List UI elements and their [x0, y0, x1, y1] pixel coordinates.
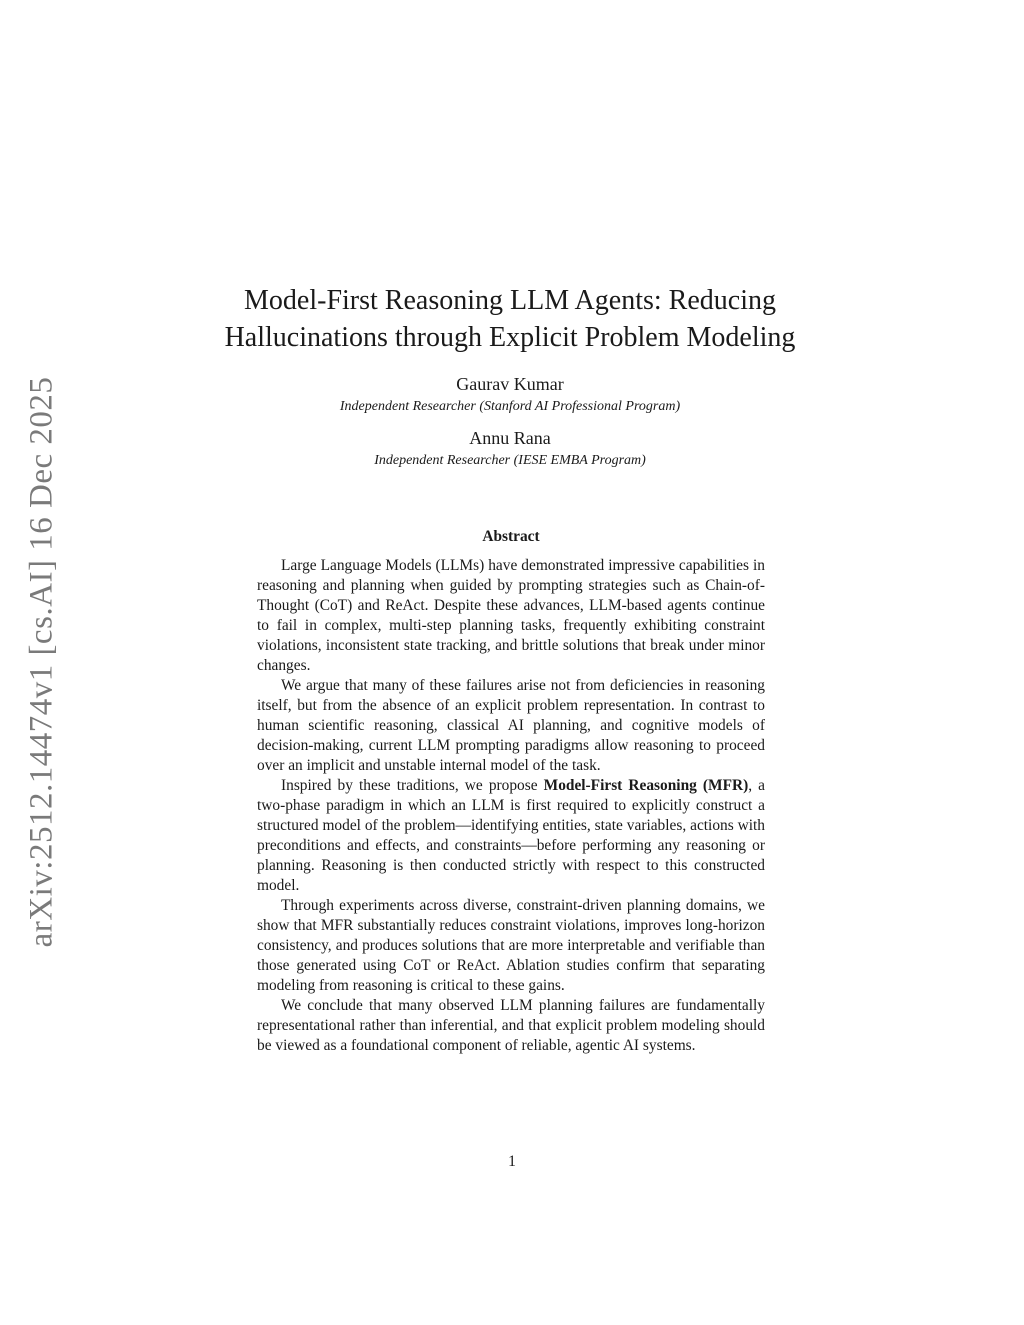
- title-line-2: Hallucinations through Explicit Problem Modeling: [224, 322, 796, 353]
- arxiv-identifier-stamp: arXiv:2512.14474v1 [cs.AI] 16 Dec 2025: [23, 376, 60, 948]
- paper-title: [180, 282, 840, 356]
- paragraph-text: , a two-phase paradigm in which an LLM is first required to explicitly construct a structured model of the problem—identifying entities, state variables, actions with preconditions and effects, and constraints—before performing any reasoning or planning. Reasoning is then conducted strictly with respect to this constructed model.: [257, 777, 765, 894]
- abstract-heading: Abstract: [482, 528, 540, 545]
- title-block: [180, 282, 840, 469]
- paragraph-text: Inspired by these traditions, we propose: [281, 777, 544, 794]
- abstract-paragraph: Through experiments across diverse, constraint-driven planning domains, we show that MFR substantially reduces constraint violations, improves long-horizon consistency, and produces solutions that are more interpretable and verifiable than those generated using CoT or ReAct. Ablation studies confirm that separating modeling from reasoning is critical to these gains.: [257, 897, 765, 994]
- method-name-bold: Model-First Reasoning (MFR): [543, 777, 749, 794]
- abstract-paragraph: Large Language Models (LLMs) have demonstrated impressive capabilities in reasoning and planning when guided by prompting strategies such as Chain-of-Thought (CoT) and ReAct. Despite these advances, LLM-based agents continue to fail in complex, multi-step planning tasks, frequently exhibiting constraint violations, inconsistent state tracking, and brittle solutions that break under minor changes.: [257, 557, 765, 674]
- author-affiliation: Independent Researcher (Stanford AI Professional Program): [339, 399, 681, 414]
- author-name: Annu Rana: [469, 428, 551, 448]
- abstract-paragraph: [257, 776, 765, 896]
- page-number: 1: [508, 1153, 516, 1170]
- abstract-paragraph: We argue that many of these failures arise not from deficiencies in reasoning itself, but from the absence of an explicit problem representation. In contrast to human scientific reasoning, classical AI planning, and cognitive models of decision-making, current LLM prompting paradigms allow reasoning to proceed over an implicit and unstable internal model of the task.: [257, 677, 765, 774]
- author-name: Gaurav Kumar: [456, 374, 564, 394]
- abstract-paragraph: We conclude that many observed LLM planning failures are fundamentally representational rather than inferential, and that explicit problem modeling should be viewed as a foundational component of reliable, agentic AI systems.: [257, 997, 765, 1054]
- author-affiliation: Independent Researcher (IESE EMBA Program): [374, 453, 646, 468]
- abstract-section: [257, 527, 765, 1056]
- title-line-1: Model-First Reasoning LLM Agents: Reducing: [244, 285, 776, 316]
